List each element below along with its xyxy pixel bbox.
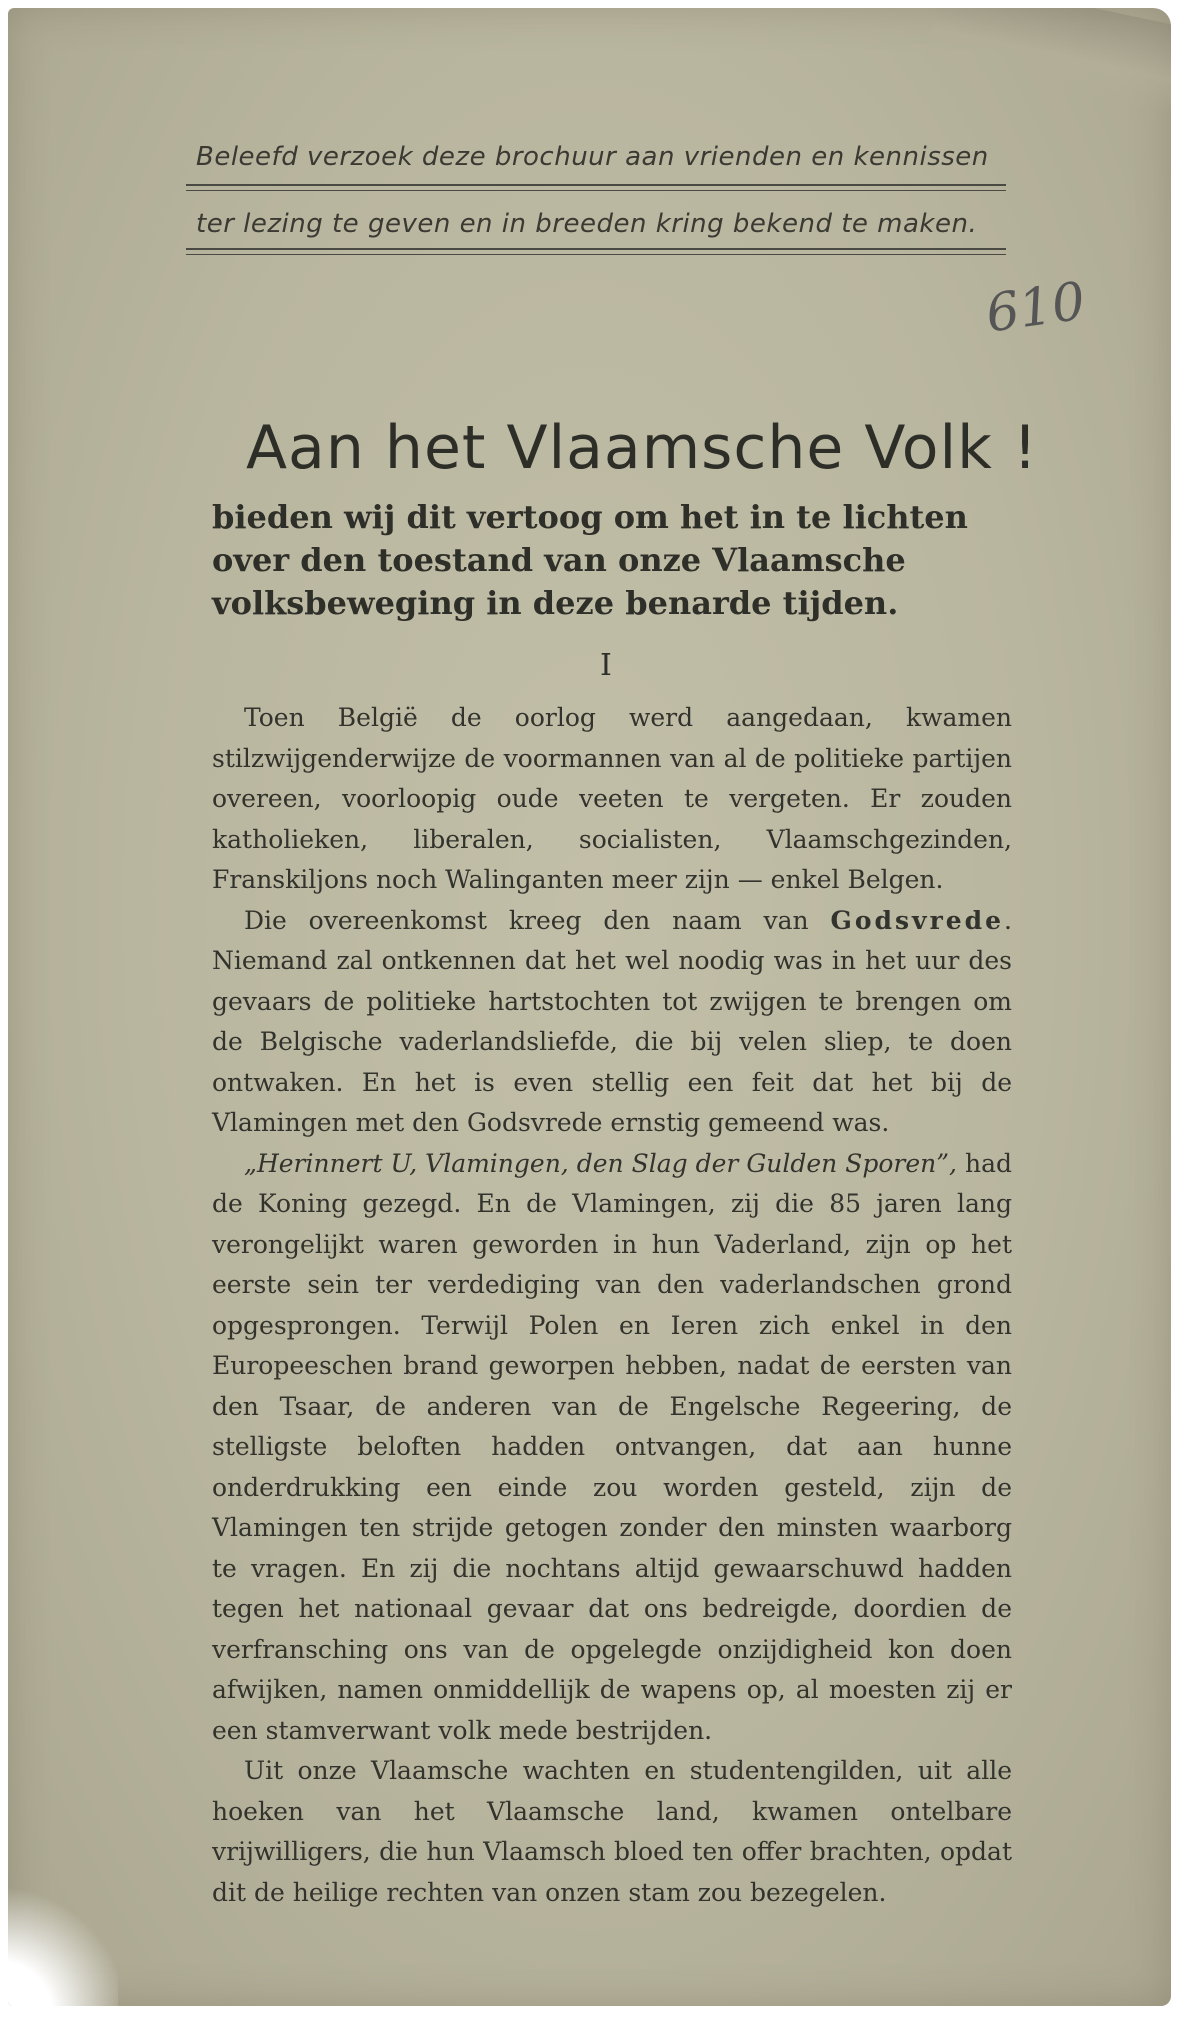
paragraph-text: had de Koning gezegd. En de Vlamingen, zij die 85 jaren lang verongelijkt waren geworden in hun Vaderland, zijn op het eerste sein ter verdediging van den vaderlandschen grond opgesprongen. Terwijl Polen en Ieren zich enkel in den Europeeschen brand geworpen hebben, nadat de eersten van den Tsaar, de anderen van de Engelsche Regeering, de stelligste beloften hadden ontvangen, dat aan hunne onderdrukking een einde zou worden gesteld, zijn de Vlamingen ten strijde getogen zonder den minsten waarborg te vragen. En zij die nochtans altijd gewaarschuwd hadden tegen het nationaal gevaar dat ons bedreigde, doordien de verfransching ons van de opgelegde onzijdigheid kon doen afwijken, namen onmiddellijk de wapens op, al moesten zij er een stamverwant volk mede bestrijden. bbox=[212, 1148, 1012, 1745]
paragraph bbox=[212, 901, 1012, 1144]
section-number: I bbox=[600, 648, 612, 683]
distribution-notice-line-2: ter lezing te geven en in breeden kring bekend te maken. bbox=[196, 209, 978, 239]
paragraph: Uit onze Vlaamsche wachten en studentengilden, uit alle hoeken van het Vlaamsche land, kwamen ontelbare vrijwilligers, die hun Vlaamsch bloed ten offer brachten, opdat dit de heilige rechten van onzen stam zou bezegelen. bbox=[212, 1756, 1012, 1907]
notice-rule bbox=[186, 184, 1006, 186]
paragraph: Toen België de oorlog werd aangedaan, kwamen stilzwijgenderwijze de voormannen van al de politieke partijen overeen, voorloopig oude veeten te vergeten. Er zouden katholieken, liberalen, socialisten, Vlaamschgezinden, Franskiljons noch Walinganten meer zijn — enkel Belgen. bbox=[212, 703, 1012, 894]
handwritten-number: 610 bbox=[982, 271, 1089, 345]
subtitle: bieden wij dit vertoog om het in te lichten over den toestand van onze Vlaamsche volksbeweging in deze benarde tijden. bbox=[212, 498, 968, 622]
body-text bbox=[212, 698, 1012, 1913]
paragraph-text: Die overeenkomst kreeg den naam van bbox=[244, 905, 831, 935]
page-title: Aan het Vlaamsche Volk ! bbox=[246, 413, 1039, 483]
paragraph-text: . Niemand zal ontkennen dat het wel noodig was in het uur des gevaars de politieke hartstochten tot zwijgen te brengen om de Belgische vaderlandsliefde, die bij velen sliep, te doen ontwaken. En het is even stellig een feit dat het bij de Vlamingen met den Godsvrede ernstig gemeend was. bbox=[212, 905, 1012, 1137]
king-quote: „Herinnert U, Vlamingen, den Slag der Gulden Sporen”, bbox=[244, 1148, 958, 1178]
distribution-notice-line-1: Beleefd verzoek deze brochuur aan vrienden en kennissen bbox=[196, 142, 989, 172]
paragraph bbox=[212, 1144, 1012, 1752]
emphasized-term: Godsvrede bbox=[830, 905, 1005, 935]
notice-rule bbox=[186, 248, 1006, 250]
paper-torn-corner bbox=[8, 1876, 118, 2006]
notice-rule bbox=[186, 190, 1006, 191]
brochure-page bbox=[8, 8, 1171, 2006]
paper-corner-curl bbox=[924, 8, 1171, 118]
notice-rule bbox=[186, 254, 1006, 255]
